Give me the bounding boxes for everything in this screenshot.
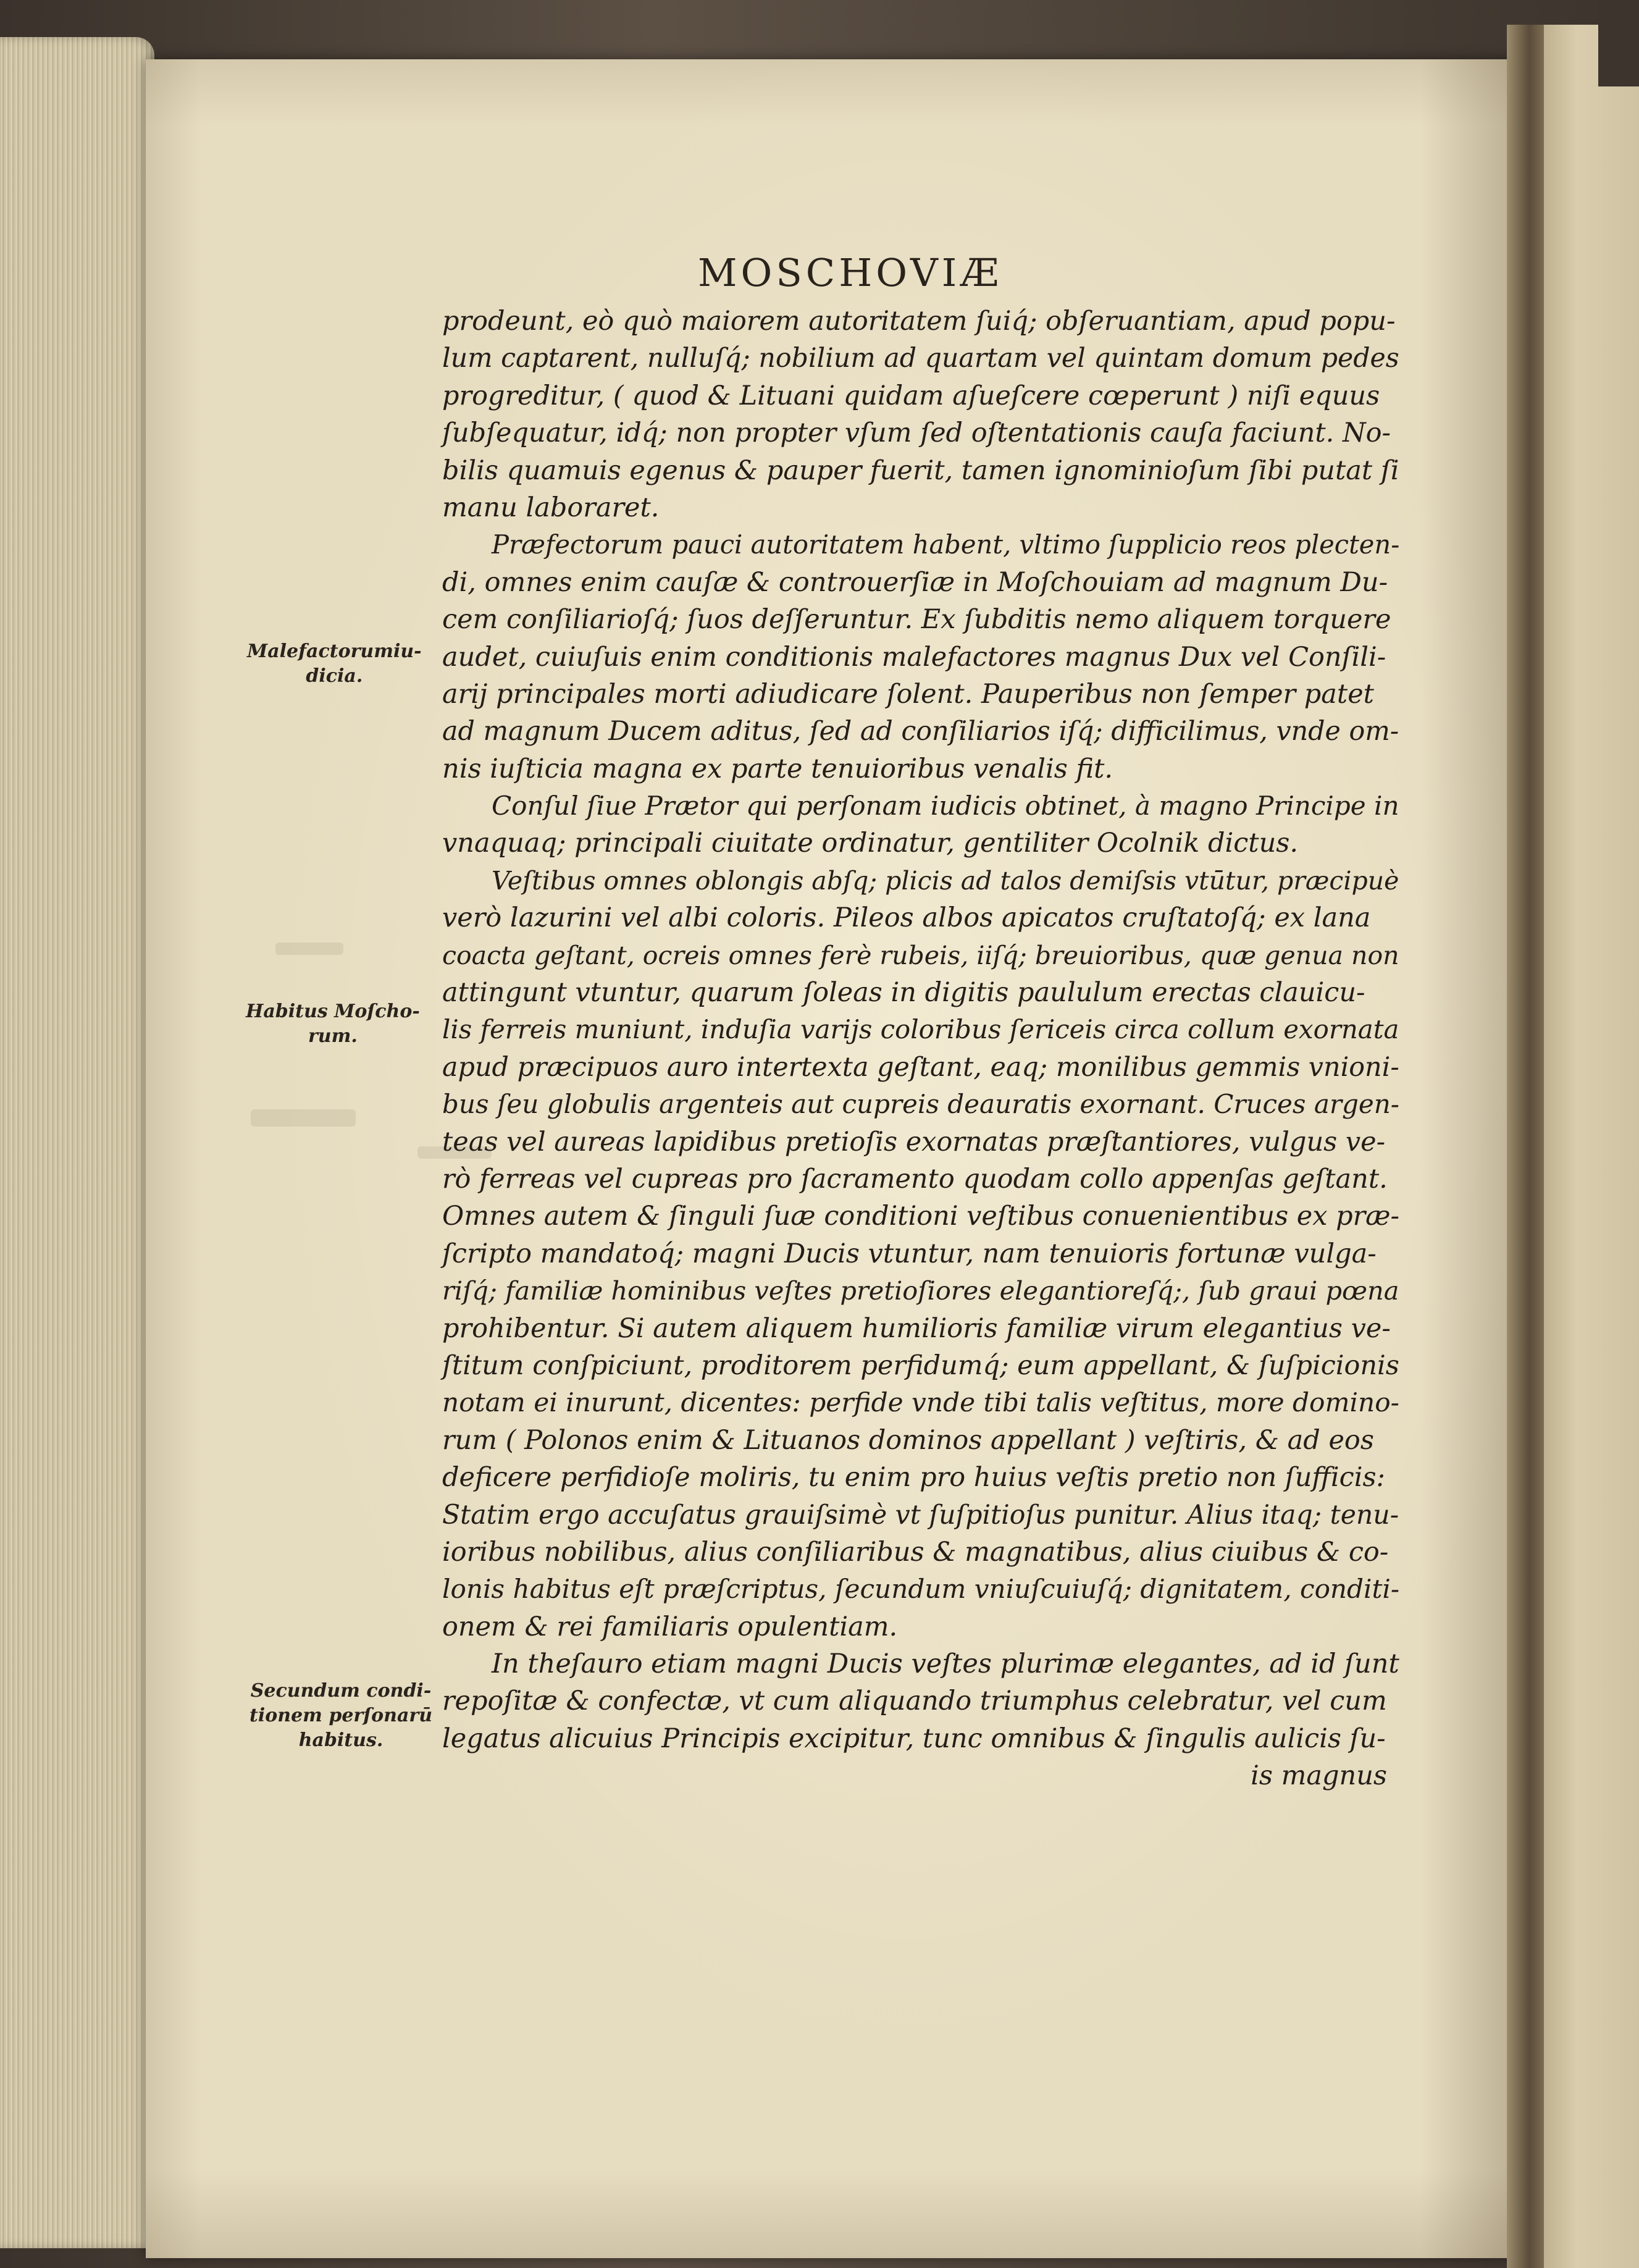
text-line: bus ſeu globulis argenteis aut cupreis deauratis exornant. Cruces argen- [442,1089,1399,1120]
text-line: audet, cuiuſuis enim conditionis malefactores magnus Dux vel Conſili- [442,641,1386,673]
text-line: manu laboraret. [442,492,660,523]
text-line: rum ( Polonos enim & Lituanos dominos appellant ) veſtiris, & ad eos [442,1424,1374,1456]
bleed-through-mark [251,1109,356,1127]
text-line: Conſul ſiue Prætor qui perſonam iudicis obtinet, à magno Principe in [492,791,1399,821]
text-line: ſcripto mandatoq́; magni Ducis vtuntur, nam tenuioris fortunæ vulga- [442,1238,1377,1269]
text-line: teas vel aureas lapidibus pretioſis exornatas præſtantiores, vulgus ve- [442,1126,1386,1157]
text-line: lum captarent, nulluſq́; nobilium ad quartam vel quintam domum pedes [442,343,1399,374]
running-head: MOSCHOVIÆ [698,250,1003,295]
marginal-note-line: dicia. [306,665,363,687]
text-line: progreditur, ( quod & Lituani quidam aſueſcere cœperunt ) niſi equus [442,380,1380,411]
text-line: coacta geſtant, ocreis omnes ferè rubeis, iiſq́; breuioribus, quæ genua non [442,940,1399,970]
text-line: di, omnes enim cauſæ & controuerſiæ in Moſchouiam ad magnum Du- [442,566,1388,598]
text-line: ſtitum conſpiciunt, proditorem perfidumq́; eum appellant, & ſuſpicionis [442,1350,1399,1381]
body-text [442,303,1399,1795]
text-line: rò ferreas vel cupreas pro ſacramento quodam collo appenſas geſtant. [442,1163,1388,1195]
facing-page [1536,25,1639,2268]
text-line: notam ei inurunt, dicentes: perfide vnde tibi talis veſtitus, more domino- [442,1387,1399,1418]
text-line: onem & rei familiaris opulentiam. [442,1611,898,1642]
text-line: prodeunt, eò quò maiorem autoritatem ſuiq́; obſeruantiam, apud popu- [442,306,1396,337]
book-page-edges [0,37,154,2248]
text-line: ioribus nobilibus, alius conſiliaribus & magnatibus, alius ciuibus & co- [442,1536,1389,1568]
text-line: vnaquaq; principali ciuitate ordinatur, gentiliter Ocolnik dictus. [442,828,1299,859]
marginal-note-line: rum. [308,1025,358,1047]
marginal-note-line: Malefactorumiu- [247,640,422,662]
text-line: bilis quamuis egenus & pauper fuerit, tamen ignominioſum ſibi putat ſi [442,455,1399,486]
text-line: riſq́; familiæ hominibus veſtes pretioſiores elegantioreſq́;, ſub graui pœna [442,1276,1399,1306]
marginal-note-line: habitus. [298,1729,384,1751]
text-line: lis ferreis muniunt, induſia varijs coloribus ſericeis circa collum exornata [442,1014,1399,1045]
catchword: is magnus [1251,1760,1387,1792]
text-line: nis iuſticia magna ex parte tenuioribus venalis fit. [442,753,1113,784]
text-line: deficere perfidioſe moliris, tu enim pro huius veſtis pretio non ſufficis: [442,1462,1386,1493]
text-line: Statim ergo accuſatus grauiſsimè vt ſuſpitioſus punitur. Alius itaq; tenu- [442,1499,1399,1531]
marginal-note-habitus [246,999,420,1049]
text-line: ſubſequatur, idq́; non propter vſum ſed oſtentationis cauſa faciunt. No- [442,418,1391,449]
text-line: legatus alicuius Principis excipitur, tunc omnibus & ſingulis aulicis ſu- [442,1723,1386,1754]
text-line: attingunt vtuntur, quarum ſoleas in digitis paululum erectas clauicu- [442,977,1365,1009]
text-line: cem conſiliarioſq́; ſuos deſſeruntur. Ex ſubditis nemo aliquem torquere [442,604,1391,636]
text-line: apud præcipuos auro intertexta geſtant, eaq; monilibus gemmis vnioni- [442,1051,1399,1083]
marginal-note-line: Secundum condi- [250,1680,432,1702]
text-line: ad magnum Ducem aditus, ſed ad conſiliarios iſq́; difficilimus, vnde om- [442,716,1399,747]
text-line: repoſitæ & confectæ, vt cum aliquando triumphus celebratur, vel cum [442,1686,1387,1717]
text-line: prohibentur. Si autem aliquem humilioris familiæ virum elegantius ve- [442,1312,1391,1344]
marginal-note-line: Habitus Moſcho- [246,1001,420,1022]
facing-page-corner [1598,0,1639,86]
bleed-through-mark [275,943,343,955]
book-gutter [1507,25,1544,2268]
text-line: Veſtibus omnes oblongis abſq; plicis ad talos demiſsis vtūtur, præcipuè [492,865,1399,896]
text-line: In theſauro etiam magni Ducis veſtes plurimæ elegantes, ad id ſunt [492,1648,1399,1680]
marginal-note-malefactorum [247,639,422,689]
marginal-note-line: tionem perſonarū [249,1705,433,1726]
text-line: arij principales morti adiudicare ſolent. Pauperibus non ſemper patet [442,678,1374,710]
marginal-note-secundum [249,1679,432,1753]
text-line: verò lazurini vel albi coloris. Pileos albos apicatos cruſtatoſq́; ex lana [442,902,1371,934]
text-line: Omnes autem & ſinguli ſuæ conditioni veſtibus conuenientibus ex præ- [442,1201,1400,1232]
text-line: Præfectorum pauci autoritatem habent, vltimo ſupplicio reos plecten- [492,529,1400,560]
text-line: lonis habitus eſt præſcriptus, ſecundum vniuſcuiuſq́; dignitatem, conditi- [442,1574,1400,1605]
